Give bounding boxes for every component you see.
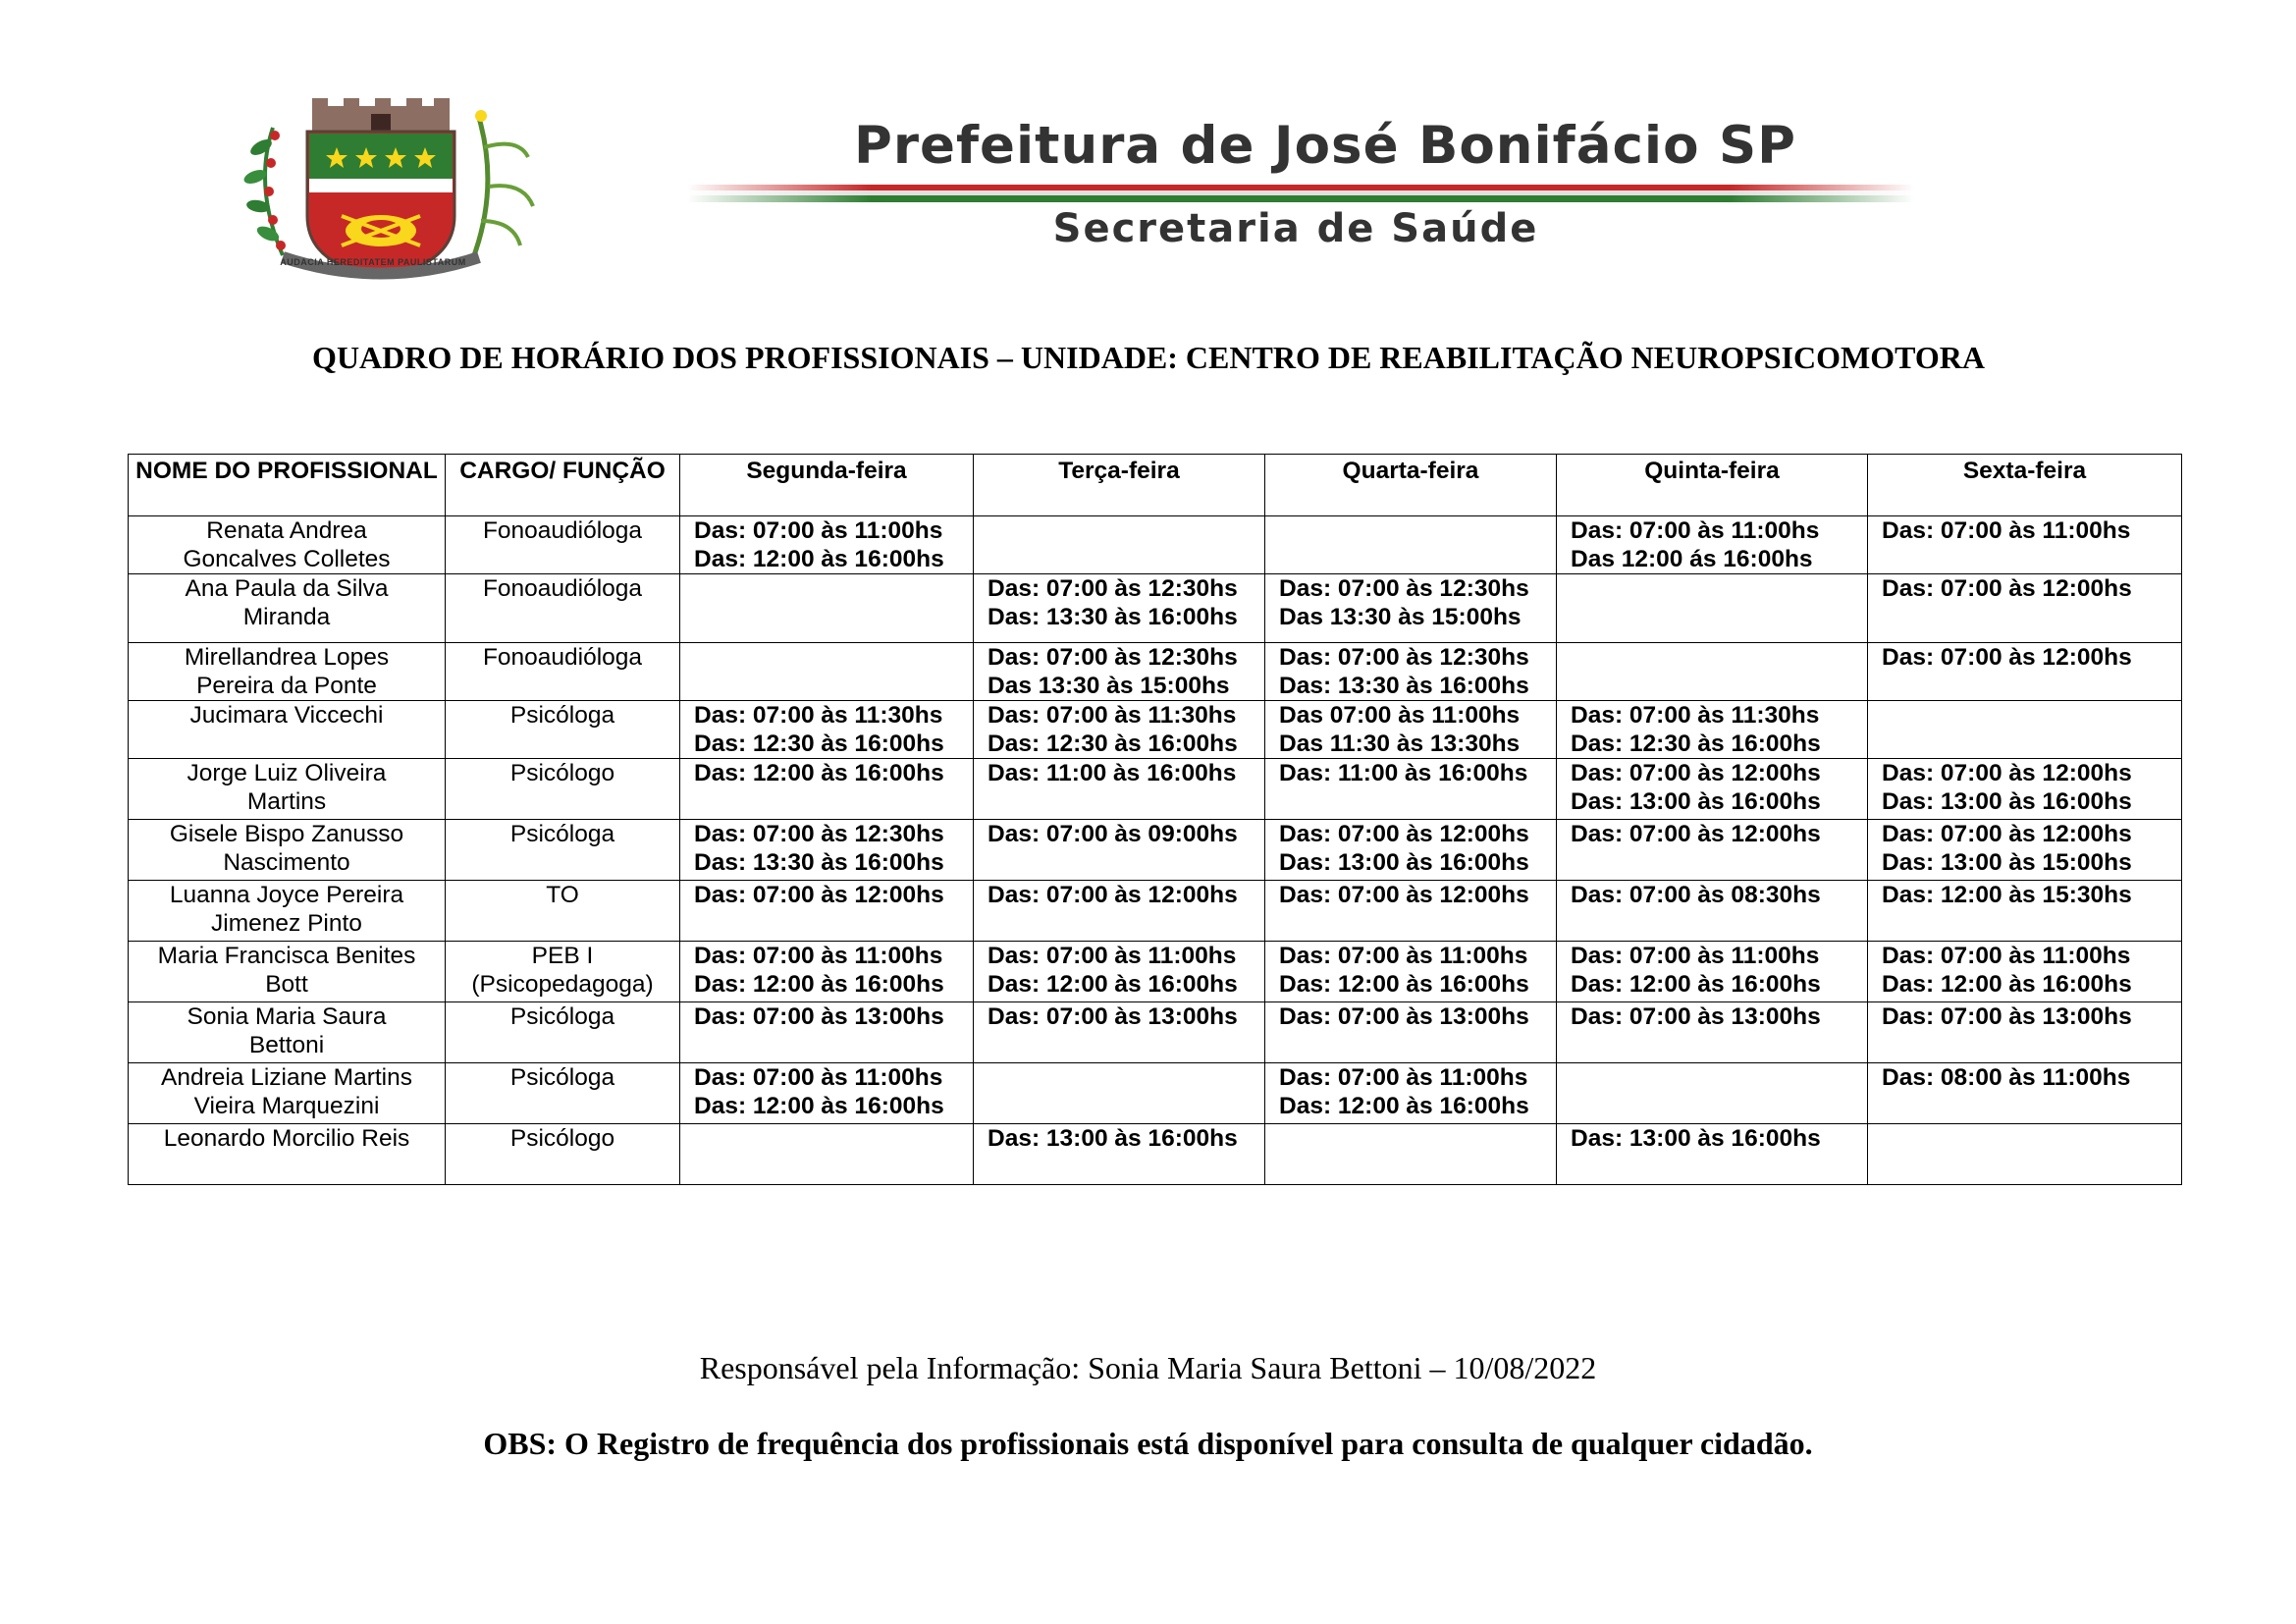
schedule-monday-line: Das: 07:00 às 12:00hs: [694, 882, 944, 908]
header-name: [129, 455, 446, 516]
professional-name-line: Sonia Maria Saura: [187, 1003, 387, 1030]
secretaria-subtitle: Secretaria de Saúde: [1052, 206, 1539, 251]
professional-role-line: Psicólogo: [509, 1125, 615, 1152]
professional-name: [129, 1002, 446, 1063]
schedule-wednesday-line: Das: 12:00 às 16:00hs: [1279, 971, 1529, 998]
schedule-wednesday-line: Das: 07:00 às 12:30hs: [1279, 644, 1529, 671]
professional-name: [129, 1124, 446, 1185]
schedule-tuesday-line: Das: 07:00 às 09:00hs: [988, 821, 1238, 847]
schedule-tuesday-line: Das 13:30 às 15:00hs: [988, 673, 1230, 699]
table-row: [129, 759, 2182, 820]
professional-name-line: Bettoni: [248, 1032, 325, 1058]
professional-name-line: Martins: [246, 788, 327, 815]
schedule-wednesday-line: Das 13:30 às 15:00hs: [1279, 604, 1522, 630]
professional-name: [129, 759, 446, 820]
professional-name: [129, 942, 446, 1002]
table-row: [129, 1002, 2182, 1063]
schedule-thursday-line: Das: 13:00 às 16:00hs: [1571, 1125, 1821, 1152]
professional-role: [446, 1002, 680, 1063]
castle-crown-icon: [312, 98, 450, 132]
schedule-thursday-line: Das: 07:00 às 11:30hs: [1571, 702, 1820, 729]
schedule-tuesday-line: Das: 07:00 às 11:30hs: [988, 702, 1237, 729]
table-header-row: [129, 455, 2182, 516]
header-color-stripe: [687, 185, 1914, 202]
professional-name: [129, 1063, 446, 1124]
professional-role-line: Psicóloga: [509, 1003, 615, 1030]
professional-role: [446, 643, 680, 701]
schedule-thursday: [1557, 643, 1868, 701]
schedule-wednesday-line: Das: 07:00 às 11:00hs: [1279, 1064, 1528, 1091]
schedule-friday-line: Das: 07:00 às 12:00hs: [1882, 821, 2132, 847]
header-tuesday: Terça-feira: [974, 455, 1265, 516]
professional-role-line: Psicóloga: [509, 702, 615, 729]
schedule-monday-line: Das: 07:00 às 12:30hs: [694, 821, 944, 847]
schedule-monday: [680, 1124, 974, 1185]
schedule-thursday: [1557, 1002, 1868, 1063]
professional-name-line: Vieira Marquezini: [193, 1093, 380, 1119]
schedule-tuesday-line: Das: 12:30 às 16:00hs: [988, 731, 1238, 757]
schedule-friday-line: Das: 07:00 às 13:00hs: [1882, 1003, 2132, 1030]
schedule-thursday: [1557, 701, 1868, 759]
table-row: [129, 701, 2182, 759]
professional-role-line: Fonoaudióloga: [482, 644, 643, 671]
schedule-wednesday-line: Das 07:00 às 11:00hs: [1279, 702, 1521, 729]
schedule-monday: [680, 942, 974, 1002]
schedule-monday-line: Das: 07:00 às 11:00hs: [694, 943, 943, 969]
schedule-tuesday-line: Das: 12:00 às 16:00hs: [988, 971, 1238, 998]
professional-role: [446, 820, 680, 881]
professional-role-line: Psicóloga: [509, 1064, 615, 1091]
schedule-wednesday: [1265, 701, 1557, 759]
table-row: [129, 574, 2182, 643]
schedule-wednesday: [1265, 881, 1557, 942]
schedule-friday-line: Das: 13:00 às 15:00hs: [1882, 849, 2132, 876]
schedule-monday: [680, 574, 974, 643]
schedule-thursday-line: Das 12:00 ás 16:00hs: [1571, 546, 1813, 572]
table-row: [129, 820, 2182, 881]
schedule-tuesday: [974, 759, 1265, 820]
professional-name: [129, 516, 446, 574]
schedule-tuesday: [974, 643, 1265, 701]
header-role: [446, 455, 680, 516]
municipal-crest-logo: [214, 98, 548, 280]
professional-name-line: Luanna Joyce Pereira: [169, 882, 404, 908]
schedule-friday: [1868, 1002, 2182, 1063]
schedule-wednesday: [1265, 1124, 1557, 1185]
schedule-tuesday-line: Das: 07:00 às 12:30hs: [988, 575, 1238, 602]
schedule-friday: [1868, 574, 2182, 643]
professional-name-line: Nascimento: [223, 849, 350, 876]
schedule-tuesday: [974, 820, 1265, 881]
professional-name-line: Goncalves Colletes: [183, 546, 391, 572]
schedule-thursday-line: Das: 07:00 às 11:00hs: [1571, 517, 1820, 544]
schedule-wednesday: [1265, 759, 1557, 820]
sugarcane-branch-icon: [474, 110, 533, 255]
header-name-line: PROFISSIONAL: [257, 458, 438, 484]
schedule-thursday: [1557, 1063, 1868, 1124]
schedule-tuesday-line: Das: 07:00 às 11:00hs: [988, 943, 1237, 969]
schedule-wednesday-line: Das: 11:00 às 16:00hs: [1279, 760, 1528, 786]
schedule-monday-line: Das: 12:00 às 16:00hs: [694, 1093, 944, 1119]
professional-role-line: Fonoaudióloga: [482, 575, 643, 602]
table-row: [129, 643, 2182, 701]
professional-name: [129, 574, 446, 643]
schedule-monday: [680, 516, 974, 574]
schedule-body: [129, 516, 2182, 1185]
header-role-line: CARGO/: [459, 458, 557, 484]
schedule-tuesday: [974, 574, 1265, 643]
table-row: [129, 1063, 2182, 1124]
schedule-monday-line: Das: 13:30 às 16:00hs: [694, 849, 944, 876]
schedule-tuesday: [974, 516, 1265, 574]
professional-name-line: Jucimara Viccechi: [189, 702, 384, 729]
professional-name: [129, 643, 446, 701]
schedule-friday: [1868, 881, 2182, 942]
schedule-friday: [1868, 516, 2182, 574]
schedule-thursday-line: Das: 07:00 às 08:30hs: [1571, 882, 1821, 908]
schedule-friday: [1868, 820, 2182, 881]
schedule-wednesday-line: Das: 07:00 às 12:00hs: [1279, 882, 1529, 908]
crest-motto: AUDACIA HEREDITATEM PAULISTARUM: [280, 257, 466, 267]
professional-role: [446, 759, 680, 820]
schedule-table: [128, 454, 2182, 1185]
schedule-thursday-line: Das: 07:00 às 13:00hs: [1571, 1003, 1821, 1030]
professional-name-line: Leonardo Morcilio Reis: [163, 1125, 410, 1152]
table-row: [129, 881, 2182, 942]
schedule-thursday: [1557, 942, 1868, 1002]
professional-role-line: PEB I: [531, 943, 594, 969]
schedule-thursday-line: Das: 07:00 às 12:00hs: [1571, 760, 1821, 786]
schedule-monday-line: Das: 07:00 às 11:00hs: [694, 517, 943, 544]
schedule-monday: [680, 643, 974, 701]
schedule-monday: [680, 820, 974, 881]
professional-role-line: TO: [546, 882, 579, 908]
schedule-wednesday: [1265, 820, 1557, 881]
shield-icon: [307, 132, 454, 277]
schedule-monday: [680, 1063, 974, 1124]
schedule-thursday-line: Das: 07:00 às 12:00hs: [1571, 821, 1821, 847]
professional-name-line: Jorge Luiz Oliveira: [187, 760, 387, 786]
obs-note: OBS: O Registro de frequência dos profissionais está disponível para consulta de qualquer cidadão.: [483, 1426, 1813, 1461]
schedule-friday: [1868, 701, 2182, 759]
professional-role: [446, 574, 680, 643]
schedule-friday: [1868, 942, 2182, 1002]
schedule-wednesday-line: Das 11:30 às 13:30hs: [1279, 731, 1521, 757]
header-monday: Segunda-feira: [680, 455, 974, 516]
professional-role: [446, 881, 680, 942]
table-row: [129, 1124, 2182, 1185]
schedule-wednesday: [1265, 1002, 1557, 1063]
schedule-wednesday: [1265, 574, 1557, 643]
professional-role-line: Psicóloga: [509, 821, 615, 847]
professional-role: [446, 942, 680, 1002]
schedule-wednesday-line: Das: 07:00 às 11:00hs: [1279, 943, 1528, 969]
schedule-thursday-line: Das: 12:00 às 16:00hs: [1571, 971, 1821, 998]
professional-role-line: Psicólogo: [509, 760, 615, 786]
professional-role: [446, 1124, 680, 1185]
professional-role-line: Fonoaudióloga: [482, 517, 643, 544]
schedule-monday: [680, 881, 974, 942]
schedule-tuesday: [974, 1063, 1265, 1124]
schedule-monday-line: Das: 07:00 às 13:00hs: [694, 1003, 944, 1030]
professional-name-line: Miranda: [242, 604, 331, 630]
professional-name-line: Maria Francisca Benites: [157, 943, 416, 969]
professional-role: [446, 516, 680, 574]
schedule-wednesday: [1265, 516, 1557, 574]
professional-role: [446, 701, 680, 759]
schedule-tuesday: [974, 881, 1265, 942]
schedule-thursday-line: Das: 13:00 às 16:00hs: [1571, 788, 1821, 815]
schedule-monday-line: Das: 12:00 às 16:00hs: [694, 760, 944, 786]
professional-name-line: Bott: [265, 971, 308, 998]
schedule-tuesday-line: Das: 07:00 às 12:00hs: [988, 882, 1238, 908]
professional-role: [446, 1063, 680, 1124]
professional-name-line: Mirellandrea Lopes: [184, 644, 390, 671]
schedule-thursday-line: Das: 12:30 às 16:00hs: [1571, 731, 1821, 757]
professional-name-line: Pereira da Ponte: [196, 673, 377, 699]
schedule-friday: [1868, 759, 2182, 820]
schedule-wednesday: [1265, 942, 1557, 1002]
schedule-tuesday-line: Das: 07:00 às 12:30hs: [988, 644, 1238, 671]
schedule-friday-line: Das: 07:00 às 12:00hs: [1882, 644, 2132, 671]
schedule-monday-line: Das: 07:00 às 11:00hs: [694, 1064, 943, 1091]
schedule-tuesday-line: Das: 11:00 às 16:00hs: [988, 760, 1237, 786]
professional-name: [129, 881, 446, 942]
schedule-wednesday-line: Das: 12:00 às 16:00hs: [1279, 1093, 1529, 1119]
schedule-wednesday-line: Das: 13:30 às 16:00hs: [1279, 673, 1529, 699]
schedule-friday-line: Das: 12:00 às 15:30hs: [1882, 882, 2132, 908]
schedule-wednesday: [1265, 643, 1557, 701]
schedule-thursday-line: Das: 07:00 às 11:00hs: [1571, 943, 1820, 969]
table-row: [129, 942, 2182, 1002]
schedule-friday-line: Das: 12:00 às 16:00hs: [1882, 971, 2132, 998]
schedule-thursday: [1557, 881, 1868, 942]
schedule-thursday: [1557, 574, 1868, 643]
header-wednesday: Quarta-feira: [1265, 455, 1557, 516]
professional-name-line: Jimenez Pinto: [211, 910, 362, 937]
professional-role-line: (Psicopedagoga): [471, 971, 654, 998]
schedule-thursday: [1557, 516, 1868, 574]
schedule-wednesday-line: Das: 07:00 às 12:30hs: [1279, 575, 1529, 602]
schedule-wednesday-line: Das: 07:00 às 13:00hs: [1279, 1003, 1529, 1030]
schedule-friday-line: Das: 08:00 às 11:00hs: [1882, 1064, 2131, 1091]
professional-name-line: Renata Andrea: [206, 517, 367, 544]
professional-name-line: Gisele Bispo Zanusso: [169, 821, 404, 847]
table-row: [129, 516, 2182, 574]
schedule-monday-line: Das: 12:30 às 16:00hs: [694, 731, 944, 757]
schedule-monday-line: Das: 12:00 às 16:00hs: [694, 546, 944, 572]
coffee-branch-icon: [242, 128, 286, 255]
schedule-monday-line: Das: 12:00 às 16:00hs: [694, 971, 944, 998]
schedule-thursday: [1557, 820, 1868, 881]
document-header: [0, 0, 2296, 295]
schedule-friday-line: Das: 07:00 às 12:00hs: [1882, 575, 2132, 602]
schedule-friday: [1868, 1124, 2182, 1185]
schedule-monday: [680, 759, 974, 820]
schedule-tuesday-line: Das: 13:00 às 16:00hs: [988, 1125, 1238, 1152]
responsavel-line: Responsável pela Informação: Sonia Maria Saura Bettoni – 10/08/2022: [699, 1350, 1597, 1385]
professional-name: [129, 820, 446, 881]
schedule-thursday: [1557, 759, 1868, 820]
schedule-tuesday-line: Das: 07:00 às 13:00hs: [988, 1003, 1238, 1030]
schedule-tuesday: [974, 942, 1265, 1002]
schedule-tuesday: [974, 1002, 1265, 1063]
professional-name: [129, 701, 446, 759]
professional-name-line: Ana Paula da Silva: [185, 575, 389, 602]
schedule-monday-line: Das: 07:00 às 11:30hs: [694, 702, 943, 729]
schedule-tuesday-line: Das: 13:30 às 16:00hs: [988, 604, 1238, 630]
document-title: QUADRO DE HORÁRIO DOS PROFISSIONAIS – UNIDADE: CENTRO DE REABILITAÇÃO NEUROPSICOMOTORA: [312, 340, 1985, 375]
schedule-monday: [680, 1002, 974, 1063]
schedule-friday-line: Das: 07:00 às 11:00hs: [1882, 517, 2131, 544]
schedule-friday: [1868, 643, 2182, 701]
schedule-wednesday: [1265, 1063, 1557, 1124]
schedule-friday-line: Das: 07:00 às 11:00hs: [1882, 943, 2131, 969]
schedule-friday-line: Das: 07:00 às 12:00hs: [1882, 760, 2132, 786]
prefeitura-title: Prefeitura de José Bonifácio SP: [854, 116, 1796, 176]
schedule-wednesday-line: Das: 07:00 às 12:00hs: [1279, 821, 1529, 847]
schedule-monday: [680, 701, 974, 759]
schedule-tuesday: [974, 701, 1265, 759]
schedule-thursday: [1557, 1124, 1868, 1185]
schedule-wednesday-line: Das: 13:00 às 16:00hs: [1279, 849, 1529, 876]
professional-name-line: Andreia Liziane Martins: [160, 1064, 413, 1091]
schedule-tuesday: [974, 1124, 1265, 1185]
header-role-line: FUNÇÃO: [562, 458, 666, 484]
header-friday: Sexta-feira: [1868, 455, 2182, 516]
schedule-friday-line: Das: 13:00 às 16:00hs: [1882, 788, 2132, 815]
header-thursday: Quinta-feira: [1557, 455, 1868, 516]
header-name-line: NOME DO: [135, 458, 251, 484]
schedule-friday: [1868, 1063, 2182, 1124]
